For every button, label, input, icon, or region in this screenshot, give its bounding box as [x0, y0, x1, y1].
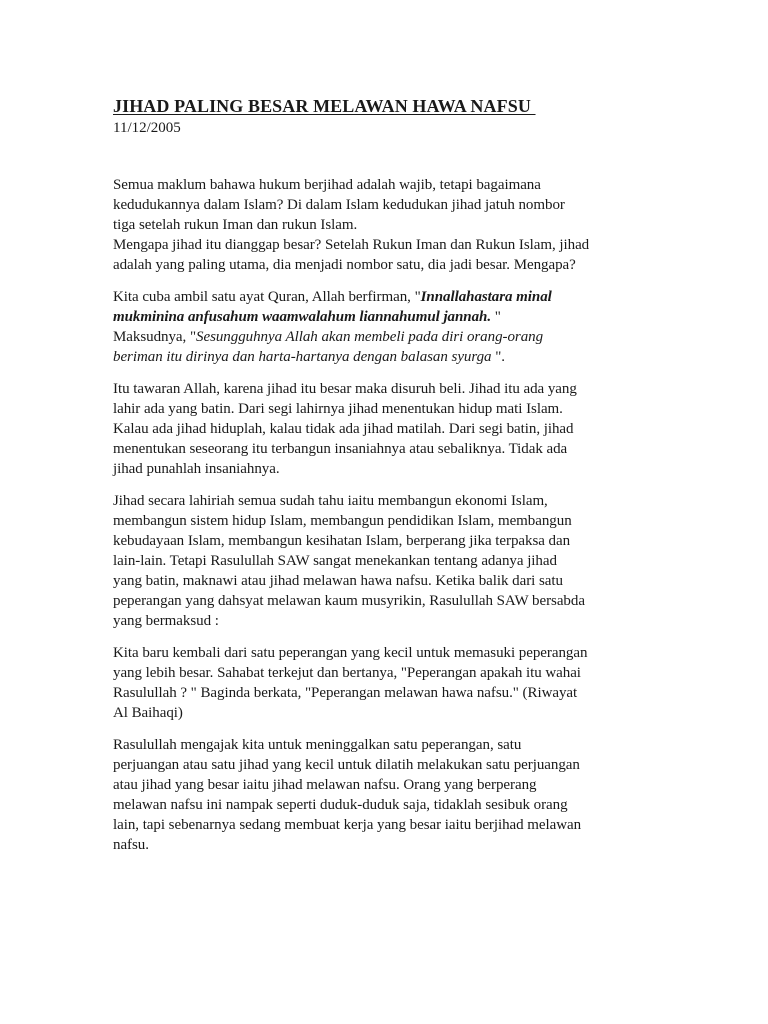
text-line: kedudukannya dalam Islam? Di dalam Islam kedudukan jihad jatuh nombor — [113, 197, 565, 213]
paragraph-intro — [113, 175, 673, 275]
text-line: adalah yang paling utama, dia menjadi nombor satu, dia jadi besar. Mengapa? — [113, 257, 576, 273]
text-line: Rasulullah ? " Baginda berkata, "Peperangan melawan hawa nafsu." (Riwayat — [113, 685, 578, 701]
text-line: lain-lain. Tetapi Rasulullah SAW sangat menekankan tentang adanya jihad — [113, 553, 557, 569]
text-line: Rasulullah mengajak kita untuk meninggalkan satu peperangan, satu — [113, 737, 522, 753]
verse-arabic-text: Innallahastara minal — [420, 289, 552, 305]
text-line: Kita baru kembali dari satu peperangan yang kecil untuk memasuki peperangan — [113, 645, 588, 661]
verse-arabic-text: mukminina anfusahum waamwalahum liannahumul jannah. — [113, 309, 492, 325]
text-line: membangun sistem hidup Islam, membangun pendidikan Islam, membangun — [113, 513, 572, 529]
text-line: atau jihad yang besar iaitu jihad melawan nafsu. Orang yang berperang — [113, 777, 537, 793]
text-line: Semua maklum bahawa hukum berjihad adalah wajib, tetapi bagaimana — [113, 177, 541, 193]
document-title: JIHAD PALING BESAR MELAWAN HAWA NAFSU — [113, 96, 536, 116]
text-line: Mengapa jihad itu dianggap besar? Setelah Rukun Iman dan Rukun Islam, jihad — [113, 237, 590, 253]
text-line: nafsu. — [113, 837, 149, 853]
verse-close-quote: " — [491, 309, 501, 325]
text-line: jihad punahlah insaniahnya. — [113, 461, 280, 477]
text-line: Kalau ada jihad hiduplah, kalau tidak ada jihad matilah. Dari segi batin, jihad — [113, 421, 574, 437]
text-line — [113, 327, 673, 347]
paragraph-outward-jihad — [113, 491, 673, 631]
text-line — [113, 307, 673, 327]
text-line: Jihad secara lahiriah semua sudah tahu iaitu membangun ekonomi Islam, — [113, 493, 548, 509]
text-line: kebudayaan Islam, membangun kesihatan Islam, berperang jika terpaksa dan — [113, 533, 571, 549]
text-line: peperangan yang dahsyat melawan kaum musyrikin, Rasulullah SAW bersabda — [113, 593, 585, 609]
meaning-close-quote: ". — [491, 349, 505, 365]
text-line — [113, 347, 673, 367]
paragraph-quran-verse — [113, 287, 673, 367]
text-line: perjuangan atau satu jihad yang kecil untuk dilatih melakukan satu perjuangan — [113, 757, 580, 773]
text-line: tiga setelah rukun Iman dan rukun Islam. — [113, 217, 358, 233]
text-line: lain, tapi sebenarnya sedang membuat kerja yang besar iaitu berjihad melawan — [113, 817, 582, 833]
meaning-intro-text: Maksudnya, " — [113, 329, 197, 345]
verse-meaning-text: beriman itu dirinya dan harta-hartanya dengan balasan syurga — [113, 349, 492, 365]
text-line: Al Baihaqi) — [113, 705, 183, 721]
verse-intro-text: Kita cuba ambil satu ayat Quran, Allah berfirman, " — [113, 289, 421, 305]
text-line: yang bermaksud : — [113, 613, 219, 629]
document-date: 11/12/2005 — [113, 120, 181, 136]
paragraph-allah-offer — [113, 379, 673, 479]
paragraph-conclusion — [113, 735, 673, 855]
text-line: melawan nafsu ini nampak seperti duduk-duduk saja, tidaklah sesibuk orang — [113, 797, 568, 813]
document-page — [113, 95, 673, 855]
verse-meaning-text: Sesungguhnya Allah akan membeli pada diri orang-orang — [196, 329, 544, 345]
text-line: yang batin, maknawi atau jihad melawan hawa nafsu. Ketika balik dari satu — [113, 573, 563, 589]
text-line: yang lebih besar. Sahabat terkejut dan bertanya, "Peperangan apakah itu wahai — [113, 665, 581, 681]
text-line — [113, 287, 673, 307]
paragraph-hadith — [113, 643, 673, 723]
text-line: Itu tawaran Allah, karena jihad itu besar maka disuruh beli. Jihad itu ada yang — [113, 381, 577, 397]
text-line: lahir ada yang batin. Dari segi lahirnya jihad menentukan hidup mati Islam. — [113, 401, 563, 417]
text-line: menentukan seseorang itu terbangun insaniahnya atau sebaliknya. Tidak ada — [113, 441, 568, 457]
